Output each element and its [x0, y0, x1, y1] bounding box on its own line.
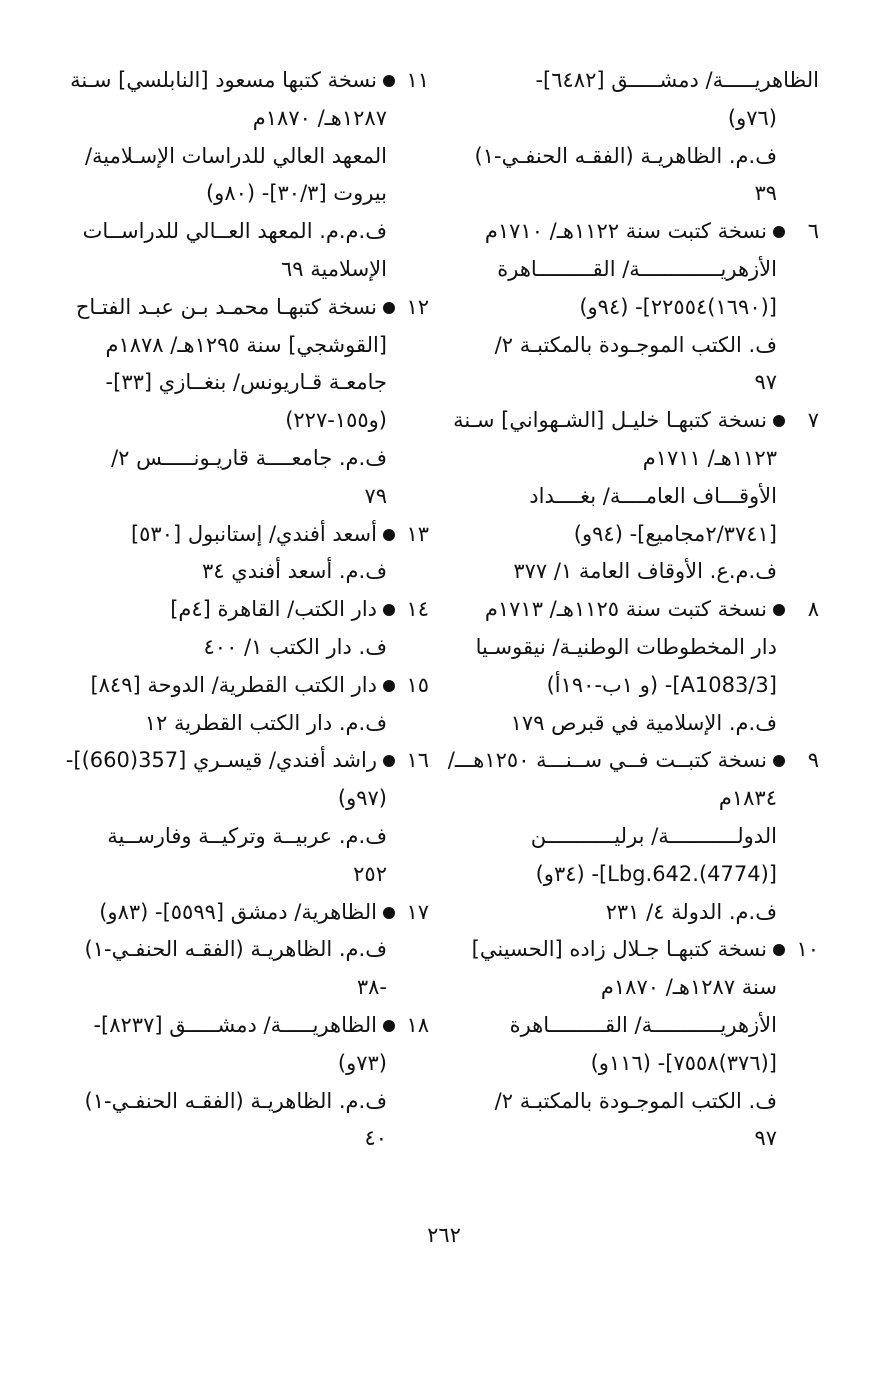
bullet-icon [383, 755, 395, 767]
reference-line: ٣٩ [754, 181, 777, 206]
entry-line: الدولـــــــــــة/ برليـــــــــــن [530, 823, 777, 848]
bullet-icon [383, 75, 395, 87]
entry-heading [75, 289, 429, 327]
entry-first-line: نسخة كتبهـا خليـل [الشـهواني] سـنة [453, 408, 767, 433]
catalog-reference [462, 1083, 819, 1159]
bullet-icon [383, 907, 395, 919]
catalog-reference [79, 553, 429, 591]
manuscript-entry [79, 591, 429, 629]
entry-number: ١٦ [406, 748, 429, 773]
manuscript-entry [462, 591, 819, 704]
entry-first-line: نسخة كتبهـا محمـد بـن عبـد الفتـاح [75, 294, 377, 319]
reference-line: -٣٨ [356, 975, 387, 1000]
entry-line: جامعـة قـاريونس/ بنغــازي [٣٣]- [105, 370, 387, 395]
manuscript-entry [79, 894, 429, 932]
entry-heading [79, 516, 429, 554]
reference-line: ف.م. الظاهريـة (الفقـه الحنفـي-١) [474, 143, 777, 168]
entry-first-line: دار الكتب/ القاهرة [٤م] [170, 597, 377, 622]
reference-line: ٤٠ [364, 1126, 387, 1151]
entry-first-line: أسعد أفندي/ إستانبول [٥٣٠] [130, 521, 377, 546]
bullet-icon [383, 680, 395, 692]
entry-number: ١٥ [406, 672, 429, 697]
entry-line: الأزهريـــــــــــة/ القـــــــــاهرة [509, 1012, 777, 1037]
entry-heading [79, 667, 429, 705]
manuscript-entry [453, 402, 819, 553]
catalog-reference [79, 629, 429, 667]
catalog-reference [79, 440, 429, 516]
entry-number: ٩ [807, 748, 819, 773]
entry-number: ١٢ [406, 294, 429, 319]
entry-line: [٢/٣٧٤١مجاميع]- (٩٤و) [573, 521, 777, 546]
reference-line: ٧٩ [364, 483, 387, 508]
entry-heading [462, 931, 819, 969]
entry-line: الظاهريـــــة/ دمشـــــق [٦٤٨٢]- [535, 68, 819, 92]
bullet-icon [383, 604, 395, 616]
entry-line: ١١٢٣هـ/ ١٧١١م [642, 445, 777, 470]
entry-line: دار المخطوطات الوطنيـة/ نيقوسـيا [475, 634, 777, 659]
bullet-icon [773, 415, 785, 427]
entry-heading [79, 591, 429, 629]
entry-line: الأزهريـــــــــــــة/ القـــــــــاهرة [497, 256, 777, 281]
entry-line: بيروت [٣٠/٣]- (٨٠و) [205, 181, 387, 206]
reference-line: ف.م. الإسلامية في قبرص ١٧٩ [510, 710, 777, 735]
manuscript-entry [462, 931, 819, 1082]
entry-line: [(4774).Lbg.642]- (٣٤و) [535, 861, 777, 886]
entry-line: [(١٦٩٠)٢٢٥٥٤]- (٩٤و) [579, 294, 777, 319]
entry-number: ٨ [807, 597, 819, 622]
reference-line: ف. دار الكتب ١/ ٤٠٠ [203, 634, 387, 659]
entry-line: ١٢٨٧هـ/ ١٨٧٠م [252, 105, 387, 130]
entry-line: الأوقـــاف العامــــة/ بغــــداد [529, 483, 777, 508]
entry-number: ٧ [807, 408, 819, 433]
reference-line: ف.م.ع. الأوقاف العامة ١/ ٣٧٧ [513, 559, 777, 584]
entry-first-line: الظاهريـــــة/ دمشـــــق [٨٢٣٧]- [93, 1012, 377, 1037]
bullet-icon [383, 1020, 395, 1032]
entry-line: [القوشجي] سنة ١٢٩٥هـ/ ١٨٧٨م [105, 332, 387, 357]
continuation-entry [462, 62, 819, 138]
entry-number: ١٠ [796, 937, 819, 962]
entry-first-line: نسخة كتبت سنة ١١٢٢هـ/ ١٧١٠م [484, 219, 767, 244]
entry-first-line: نسخة كتبها مسعود [النابلسي] سـنة [70, 68, 377, 92]
catalog-reference [462, 705, 819, 743]
catalog-reference [79, 705, 429, 743]
reference-line: ف.م. الظاهريـة (الفقـه الحنفـي-١) [84, 1088, 387, 1113]
catalog-reference [462, 553, 819, 591]
reference-line: ف. الكتب الموجـودة بالمكتبـة ٢/ [494, 332, 777, 357]
reference-line: ف.م. جامعــــة قاريـونـــــس ٢/ [111, 445, 387, 470]
manuscript-entry [447, 742, 819, 893]
entry-line: (٩٧و) [337, 786, 387, 811]
entry-first-line: نسخة كتبت سنة ١١٢٥هـ/ ١٧١٣م [484, 597, 767, 622]
entry-first-line: نسخة كتبــت فــي ســنـــة ١٢٥٠هـــ/ [447, 748, 767, 773]
reference-line: ف.م. دار الكتب القطرية ١٢ [144, 710, 387, 735]
catalog-reference [79, 1083, 429, 1159]
entry-heading [453, 402, 819, 440]
reference-line: ف.م.م. المعهد العــالي للدراســات [82, 219, 387, 244]
entry-heading [462, 591, 819, 629]
entry-number: ٦ [807, 219, 819, 244]
entry-line: [A1083/3]- (و ١ب-١٩٠أ) [546, 672, 777, 697]
entry-line: سنة ١٢٨٧هـ/ ١٨٧٠م [600, 975, 777, 1000]
bullet-icon [383, 302, 395, 314]
entry-heading [462, 213, 819, 251]
entry-first-line: الظاهرية/ دمشق [٥٥٩٩]- (٨٣و) [99, 899, 377, 924]
entry-first-line: نسخة كتبهـا جـلال زاده [الحسيني] [471, 937, 767, 962]
entry-first-line: راشد أفندي/ قيسـري [357(660)]- [65, 748, 377, 773]
entry-line: (و١٥٥-٢٢٧) [285, 408, 387, 433]
reference-line: ف.م. الظاهريـة (الفقـه الحنفـي-١) [84, 937, 387, 962]
manuscript-entry [79, 667, 429, 705]
bullet-icon [773, 226, 785, 238]
catalog-reference [79, 931, 429, 1007]
page-number: ٢٦٢ [427, 1223, 461, 1247]
bullet-icon [773, 755, 785, 767]
entry-number: ١٧ [406, 899, 429, 924]
entry-heading [70, 62, 429, 100]
entry-line: (٧٣و) [337, 1050, 387, 1075]
entry-heading [79, 1007, 429, 1045]
entry-heading [79, 894, 429, 932]
catalog-reference [462, 327, 819, 403]
catalog-reference [462, 138, 819, 214]
catalog-reference [462, 894, 819, 932]
manuscript-entry [75, 289, 429, 440]
entry-number: ١٣ [406, 521, 429, 546]
entry-heading [447, 742, 819, 780]
reference-line: ف. الكتب الموجـودة بالمكتبـة ٢/ [494, 1088, 777, 1113]
bullet-icon [383, 529, 395, 541]
entry-line: ١٨٣٤م [718, 786, 777, 811]
entry-first-line: دار الكتب القطرية/ الدوحة [٨٤٩] [90, 672, 377, 697]
entry-line: المعهد العالي للدراسات الإسـلامية/ [84, 143, 387, 168]
right-column [447, 62, 819, 1158]
entry-line: (٧٦و) [727, 105, 777, 130]
manuscript-entry [462, 213, 819, 326]
catalog-reference [79, 213, 429, 289]
reference-line: الإسلامية ٦٩ [280, 256, 387, 281]
manuscript-entry [65, 742, 429, 818]
left-column [65, 62, 429, 1158]
reference-line: ف.م. الدولة ٤/ ٢٣١ [605, 899, 777, 924]
entry-number: ١٤ [406, 597, 429, 622]
manuscript-entry [79, 1007, 429, 1083]
catalog-reference [79, 818, 429, 894]
entry-number: ١٨ [406, 1012, 429, 1037]
reference-line: ف.م. عربيــة وتركيــة وفارســية [107, 823, 387, 848]
manuscript-entry [70, 62, 429, 213]
reference-line: ٩٧ [754, 370, 777, 395]
bullet-icon [773, 944, 785, 956]
entry-number: ١١ [406, 68, 429, 92]
reference-line: ف.م. أسعد أفندي ٣٤ [202, 559, 387, 584]
reference-line: ٩٧ [754, 1126, 777, 1151]
reference-line: ٢٥٢ [353, 861, 387, 886]
manuscript-entry [79, 516, 429, 554]
entry-line: [(٣٧٦)٧٥٥٨]- (١١٦و) [590, 1050, 777, 1075]
entry-heading [65, 742, 429, 780]
bullet-icon [773, 604, 785, 616]
